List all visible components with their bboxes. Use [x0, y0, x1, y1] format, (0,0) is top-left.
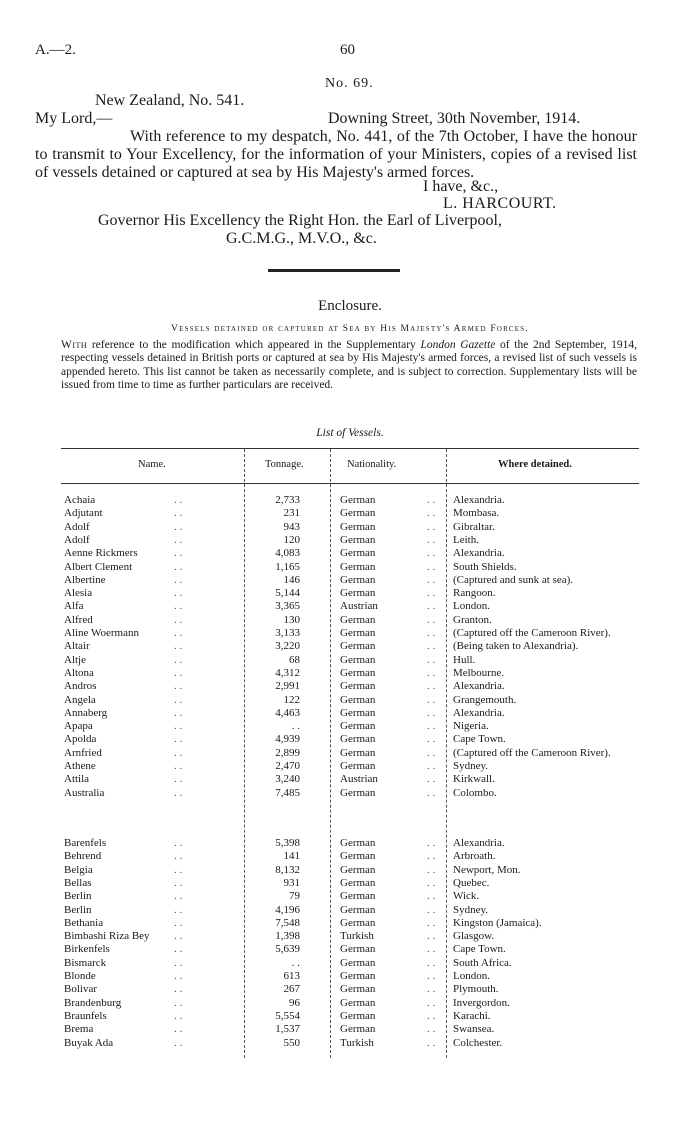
- detention-place: Mombasa.: [453, 507, 500, 520]
- vessel-name: Australia: [64, 786, 105, 799]
- table-row: [0, 1037, 700, 1050]
- table-row: [0, 667, 700, 680]
- tonnage-value: 1,165: [275, 560, 300, 573]
- despatch-number: No. 69.: [325, 76, 374, 91]
- table-row: [0, 507, 700, 520]
- tonnage-value: 2,470: [275, 760, 300, 772]
- table-row: [0, 694, 700, 707]
- table-row: [0, 943, 700, 956]
- leader-dots: . .: [174, 627, 183, 639]
- table-row: [0, 574, 700, 587]
- vessel-name: Athene: [64, 760, 96, 772]
- leader-dots: . .: [174, 930, 183, 943]
- leader-dots: . .: [427, 533, 436, 546]
- leader-dots: . .: [174, 983, 183, 996]
- nationality-value: German: [340, 850, 376, 863]
- nationality-value: German: [340, 640, 376, 653]
- detention-place: Swansea.: [453, 1023, 495, 1036]
- nationality-value: German: [340, 706, 376, 719]
- leader-dots: . .: [174, 573, 183, 586]
- vessel-name: Angela: [64, 693, 96, 706]
- detention-place: Plymouth.: [453, 983, 499, 996]
- enclosure-subtitle: Vessels detained or captured at Sea by His Majesty's Armed Forces.: [171, 324, 529, 334]
- leader-dots: . .: [427, 720, 436, 733]
- leader-dots: . .: [427, 786, 436, 799]
- leader-dots: . .: [174, 600, 183, 613]
- tonnage-value: 4,196: [275, 903, 300, 916]
- detention-place: Nigeria.: [453, 720, 489, 733]
- leader-dots: . .: [174, 640, 183, 653]
- leader-dots: . .: [174, 890, 183, 903]
- nationality-value: German: [340, 733, 376, 746]
- leader-dots: . .: [427, 587, 436, 600]
- tonnage-value: 96: [289, 996, 300, 1009]
- vessel-name: Brandenburg: [64, 996, 122, 1009]
- vessel-name: Brema: [64, 1023, 94, 1036]
- leader-dots: . .: [427, 706, 436, 719]
- vessel-name: Braunfels: [64, 1009, 107, 1022]
- letter-addressee-honours: G.C.M.G., M.V.O., &c.: [226, 230, 377, 247]
- table-row: [0, 600, 700, 613]
- leader-dots: . .: [427, 653, 436, 666]
- vessel-name: Attila: [64, 773, 90, 786]
- leader-dots: . .: [174, 587, 183, 600]
- nationality-value: German: [340, 903, 376, 916]
- table-row: [0, 733, 700, 746]
- table-row: [0, 837, 700, 850]
- leader-dots: . .: [427, 746, 436, 759]
- vessel-name: Bismarck: [64, 956, 107, 969]
- leader-dots: . .: [174, 613, 183, 626]
- vessel-name: Annaberg: [64, 706, 108, 719]
- leader-dots: . .: [174, 773, 183, 786]
- leader-dots: . .: [427, 733, 436, 746]
- leader-dots: . .: [427, 916, 436, 929]
- vessel-name: Andros: [64, 680, 97, 693]
- nationality-value: Austrian: [340, 600, 378, 613]
- vessel-name: Adolf: [64, 520, 90, 533]
- leader-dots: . .: [174, 680, 183, 693]
- nationality-value: German: [340, 494, 376, 506]
- table-row: [0, 521, 700, 534]
- leader-dots: . .: [427, 760, 436, 772]
- detention-place: (Captured and sunk at sea).: [453, 573, 574, 586]
- table-row: [0, 997, 700, 1010]
- nationality-value: German: [340, 693, 376, 706]
- table-row: [0, 720, 700, 733]
- tonnage-value: 4,083: [275, 547, 300, 560]
- table-row: [0, 534, 700, 547]
- tonnage-value: . .: [291, 956, 300, 969]
- detention-place: Newport, Mon.: [453, 863, 521, 876]
- detention-place: Hull.: [453, 653, 476, 666]
- leader-dots: . .: [174, 1023, 183, 1036]
- tonnage-value: 943: [283, 520, 300, 533]
- leader-dots: . .: [427, 640, 436, 653]
- nationality-value: German: [340, 520, 376, 533]
- vessel-name: Berlin: [64, 890, 92, 903]
- detention-place: Kingston (Jamaica).: [453, 916, 542, 929]
- table-row: [0, 983, 700, 996]
- vessel-name: Behrend: [64, 850, 102, 863]
- detention-place: Alexandria.: [453, 547, 505, 560]
- table-row: [0, 773, 700, 786]
- table-row: [0, 864, 700, 877]
- leader-dots: . .: [174, 507, 183, 520]
- tonnage-value: 8,132: [275, 863, 300, 876]
- detention-place: Leith.: [453, 533, 479, 546]
- leader-dots: . .: [174, 547, 183, 560]
- nationality-value: German: [340, 943, 376, 956]
- table-row: [0, 787, 700, 800]
- table-row: [0, 1010, 700, 1023]
- detention-place: Cape Town.: [453, 733, 506, 746]
- detention-place: (Captured off the Cameroon River).: [453, 746, 611, 759]
- vessel-name: Alesia: [64, 587, 93, 600]
- nationality-value: German: [340, 627, 376, 639]
- nationality-value: German: [340, 680, 376, 693]
- vessel-name: Aline Woermann: [64, 627, 139, 639]
- detention-place: Sydney.: [453, 760, 489, 772]
- letter-body: With reference to my despatch, No. 441, of the 7th October, I have the honour to transmit to Your Excellency, for the information of your Ministers, copies of a revised list of vessels detained or captured at sea by His Majesty's armed forces.: [35, 128, 637, 181]
- detention-place: Invergordon.: [453, 996, 510, 1009]
- tonnage-value: 5,144: [275, 587, 300, 600]
- table-row: [0, 494, 700, 507]
- leader-dots: . .: [174, 666, 183, 679]
- nationality-value: German: [340, 983, 376, 996]
- leader-dots: . .: [427, 627, 436, 639]
- leader-dots: . .: [174, 863, 183, 876]
- tonnage-value: 550: [283, 1036, 300, 1049]
- detention-place: Alexandria.: [453, 494, 505, 506]
- leader-dots: . .: [174, 560, 183, 573]
- vessel-name: Altair: [64, 640, 90, 653]
- vessel-name: Altona: [64, 666, 94, 679]
- column-header-nationality: Nationality.: [347, 459, 397, 470]
- leader-dots: . .: [427, 693, 436, 706]
- enclosure-text-b: of the 2nd September, 1914, respecting vessels detained in British ports or captured at sea by His Majesty's armed forces, a revised list of such vessels is appended hereto. This list cannot be taken as necessarily complete, and is subject to correction. Supplementary lists will be issued from time to time as further particulars are received.: [61, 339, 637, 392]
- leader-dots: . .: [174, 693, 183, 706]
- tonnage-value: 3,240: [275, 773, 300, 786]
- leader-dots: . .: [427, 600, 436, 613]
- list-title: List of Vessels.: [316, 427, 384, 439]
- nationality-value: German: [340, 863, 376, 876]
- tonnage-value: 7,485: [275, 786, 300, 799]
- nationality-value: German: [340, 1009, 376, 1022]
- leader-dots: . .: [174, 903, 183, 916]
- table-row: [0, 850, 700, 863]
- tonnage-value: 613: [283, 970, 300, 982]
- leader-dots: . .: [174, 916, 183, 929]
- leader-dots: . .: [174, 943, 183, 956]
- nationality-value: German: [340, 573, 376, 586]
- detention-place: London.: [453, 970, 490, 982]
- tonnage-value: 4,463: [275, 706, 300, 719]
- nationality-value: German: [340, 547, 376, 560]
- nationality-value: German: [340, 786, 376, 799]
- table-row: [0, 680, 700, 693]
- leader-dots: . .: [174, 850, 183, 863]
- nationality-value: German: [340, 587, 376, 600]
- enclosure-gazette-title: London Gazette: [420, 339, 496, 351]
- leader-dots: . .: [174, 1036, 183, 1049]
- tonnage-value: 146: [283, 573, 300, 586]
- vessel-name: Bellas: [64, 876, 92, 889]
- tonnage-value: 3,220: [275, 640, 300, 653]
- tonnage-value: 4,312: [275, 666, 300, 679]
- tonnage-value: 122: [283, 693, 300, 706]
- detention-place: Colombo.: [453, 786, 497, 799]
- leader-dots: . .: [174, 996, 183, 1009]
- letter-salutation: My Lord,—: [35, 110, 113, 127]
- leader-dots: . .: [427, 837, 436, 849]
- detention-place: Wick.: [453, 890, 480, 903]
- table-row: [0, 627, 700, 640]
- detention-place: Alexandria.: [453, 837, 505, 849]
- leader-dots: . .: [174, 1009, 183, 1022]
- leader-dots: . .: [427, 573, 436, 586]
- leader-dots: . .: [427, 863, 436, 876]
- leader-dots: . .: [174, 494, 183, 506]
- vessel-name: Albert Clement: [64, 560, 133, 573]
- tonnage-value: 120: [283, 533, 300, 546]
- table-row: [0, 890, 700, 903]
- leader-dots: . .: [427, 996, 436, 1009]
- leader-dots: . .: [427, 494, 436, 506]
- leader-dots: . .: [427, 613, 436, 626]
- detention-place: South Shields.: [453, 560, 517, 573]
- leader-dots: . .: [427, 890, 436, 903]
- vessel-name: Birkenfels: [64, 943, 110, 956]
- table-row: [0, 654, 700, 667]
- table-row: [0, 561, 700, 574]
- vessel-name: Alfa: [64, 600, 84, 613]
- nationality-value: Austrian: [340, 773, 378, 786]
- table-row: [0, 707, 700, 720]
- leader-dots: . .: [174, 720, 183, 733]
- detention-place: Gibraltar.: [453, 520, 495, 533]
- leader-dots: . .: [427, 876, 436, 889]
- detention-place: Alexandria.: [453, 706, 505, 719]
- detention-place: (Being taken to Alexandria).: [453, 640, 579, 653]
- tonnage-value: 4,939: [275, 733, 300, 746]
- enclosure-paragraph: [61, 339, 637, 393]
- page-number: 60: [340, 42, 355, 58]
- tonnage-value: 5,639: [275, 943, 300, 956]
- tonnage-value: 1,537: [275, 1023, 300, 1036]
- vessel-name: Aenne Rickmers: [64, 547, 138, 560]
- detention-place: Cape Town.: [453, 943, 506, 956]
- tonnage-value: 231: [283, 507, 300, 520]
- tonnage-value: 3,365: [275, 600, 300, 613]
- tonnage-value: 5,554: [275, 1009, 300, 1022]
- table-row: [0, 1023, 700, 1036]
- table-row: [0, 614, 700, 627]
- nationality-value: Turkish: [340, 930, 374, 943]
- leader-dots: . .: [174, 956, 183, 969]
- vessel-name: Bolivar: [64, 983, 97, 996]
- detention-place: Colchester.: [453, 1036, 503, 1049]
- tonnage-value: . .: [291, 720, 300, 733]
- nationality-value: German: [340, 746, 376, 759]
- nationality-value: German: [340, 837, 376, 849]
- nationality-value: German: [340, 1023, 376, 1036]
- table-header-rule: [61, 483, 639, 484]
- vessel-name: Apapa: [64, 720, 93, 733]
- nationality-value: German: [340, 760, 376, 772]
- table-row: [0, 587, 700, 600]
- vessel-name: Berlin: [64, 903, 92, 916]
- leader-dots: . .: [427, 560, 436, 573]
- nationality-value: German: [340, 996, 376, 1009]
- leader-dots: . .: [427, 1009, 436, 1022]
- nationality-value: German: [340, 533, 376, 546]
- nationality-value: German: [340, 970, 376, 982]
- leader-dots: . .: [427, 773, 436, 786]
- tonnage-value: 141: [283, 850, 300, 863]
- leader-dots: . .: [174, 837, 183, 849]
- nationality-value: German: [340, 876, 376, 889]
- table-row: [0, 957, 700, 970]
- detention-place: Alexandria.: [453, 680, 505, 693]
- leader-dots: . .: [427, 983, 436, 996]
- vessel-name: Bethania: [64, 916, 104, 929]
- enclosure-title: Enclosure.: [318, 298, 382, 314]
- table-row: [0, 877, 700, 890]
- leader-dots: . .: [427, 1036, 436, 1049]
- page-section-code: A.—2.: [35, 42, 76, 58]
- vessel-name: Alfred: [64, 613, 93, 626]
- nationality-value: German: [340, 507, 376, 520]
- vessel-name: Bimbashi Riza Bey: [64, 930, 150, 943]
- leader-dots: . .: [174, 653, 183, 666]
- nationality-value: German: [340, 653, 376, 666]
- vessel-name: Achaia: [64, 494, 96, 506]
- detention-place: Grangemouth.: [453, 693, 517, 706]
- vessel-name: Barenfels: [64, 837, 107, 849]
- tonnage-value: 1,398: [275, 930, 300, 943]
- vessel-name: Adolf: [64, 533, 90, 546]
- leader-dots: . .: [174, 533, 183, 546]
- detention-place: (Captured off the Cameroon River).: [453, 627, 611, 639]
- tonnage-value: 3,133: [275, 627, 300, 639]
- leader-dots: . .: [174, 746, 183, 759]
- detention-place: South Africa.: [453, 956, 512, 969]
- leader-dots: . .: [427, 956, 436, 969]
- leader-dots: . .: [174, 706, 183, 719]
- column-header-where-detained: Where detained.: [498, 459, 572, 470]
- column-header-tonnage: Tonnage.: [265, 459, 304, 470]
- nationality-value: German: [340, 956, 376, 969]
- letter-place-date: Downing Street, 30th November, 1914.: [328, 110, 581, 127]
- leader-dots: . .: [174, 760, 183, 772]
- vessel-name: Albertine: [64, 573, 106, 586]
- nationality-value: German: [340, 560, 376, 573]
- leader-dots: . .: [427, 850, 436, 863]
- vessel-name: Blonde: [64, 970, 96, 982]
- tonnage-value: 5,398: [275, 837, 300, 849]
- table-row: [0, 640, 700, 653]
- table-row: [0, 917, 700, 930]
- tonnage-value: 130: [283, 613, 300, 626]
- tonnage-value: 267: [283, 983, 300, 996]
- nationality-value: Turkish: [340, 1036, 374, 1049]
- enclosure-lead-word: With: [61, 339, 88, 351]
- detention-place: Granton.: [453, 613, 492, 626]
- nationality-value: German: [340, 720, 376, 733]
- leader-dots: . .: [174, 876, 183, 889]
- detention-place: Quebec.: [453, 876, 490, 889]
- leader-dots: . .: [174, 520, 183, 533]
- nationality-value: German: [340, 890, 376, 903]
- leader-dots: . .: [427, 520, 436, 533]
- leader-dots: . .: [174, 733, 183, 746]
- leader-dots: . .: [174, 970, 183, 982]
- nationality-value: German: [340, 613, 376, 626]
- leader-dots: . .: [427, 930, 436, 943]
- enclosure-text-a: reference to the modification which appeared in the Supplementary: [87, 339, 421, 351]
- leader-dots: . .: [174, 786, 183, 799]
- detention-place: Kirkwall.: [453, 773, 495, 786]
- vessel-name: Apolda: [64, 733, 97, 746]
- tonnage-value: 68: [289, 653, 300, 666]
- leader-dots: . .: [427, 903, 436, 916]
- leader-dots: . .: [427, 1023, 436, 1036]
- detention-place: Rangoon.: [453, 587, 496, 600]
- leader-dots: . .: [427, 943, 436, 956]
- tonnage-value: 2,899: [275, 746, 300, 759]
- table-row: [0, 904, 700, 917]
- table-row: [0, 970, 700, 983]
- letter-recipient: New Zealand, No. 541.: [95, 92, 245, 109]
- nationality-value: German: [340, 916, 376, 929]
- letter-addressee: Governor His Excellency the Right Hon. the Earl of Liverpool,: [98, 212, 502, 229]
- leader-dots: . .: [427, 507, 436, 520]
- vessel-name: Arnfried: [64, 746, 102, 759]
- tonnage-value: 79: [289, 890, 300, 903]
- leader-dots: . .: [427, 666, 436, 679]
- leader-dots: . .: [427, 680, 436, 693]
- detention-place: Melbourne.: [453, 666, 505, 679]
- tonnage-value: 2,991: [275, 680, 300, 693]
- nationality-value: German: [340, 666, 376, 679]
- vessel-name: Adjutant: [64, 507, 103, 520]
- leader-dots: . .: [427, 547, 436, 560]
- table-row: [0, 760, 700, 773]
- vessel-name: Buyak Ada: [64, 1036, 114, 1049]
- table-row: [0, 930, 700, 943]
- letter-signature: L. HARCOURT.: [443, 195, 557, 212]
- letter-closing: I have, &c.,: [423, 178, 499, 195]
- leader-dots: . .: [427, 970, 436, 982]
- table-row: [0, 747, 700, 760]
- vessel-name: Belgia: [64, 863, 93, 876]
- section-divider: [268, 269, 400, 272]
- tonnage-value: 7,548: [275, 916, 300, 929]
- detention-place: Sydney.: [453, 903, 489, 916]
- detention-place: Arbroath.: [453, 850, 496, 863]
- table-top-rule: [61, 448, 639, 449]
- detention-place: Karachi.: [453, 1009, 491, 1022]
- tonnage-value: 2,733: [275, 494, 300, 506]
- tonnage-value: 931: [283, 876, 300, 889]
- vessel-name: Altje: [64, 653, 86, 666]
- detention-place: Glasgow.: [453, 930, 495, 943]
- detention-place: London.: [453, 600, 490, 613]
- table-row: [0, 547, 700, 560]
- column-header-name: Name.: [138, 459, 166, 470]
